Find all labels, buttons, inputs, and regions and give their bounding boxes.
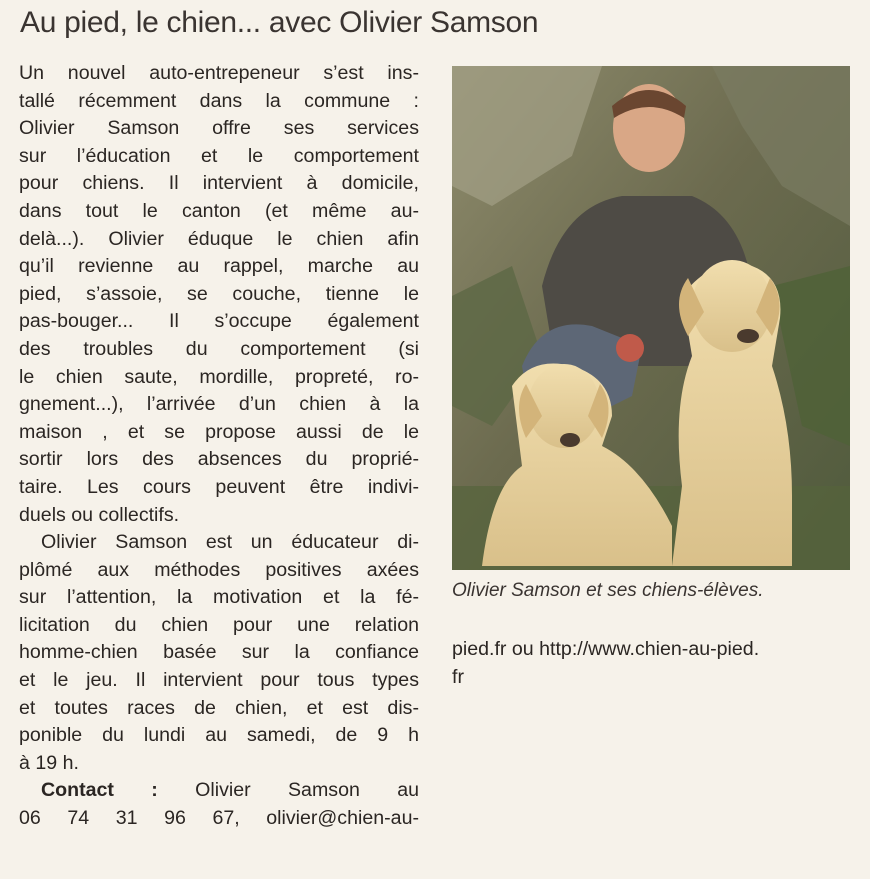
text-line: sortir lors des absences du proprié- xyxy=(19,448,419,471)
text-line: duels ou collectifs. xyxy=(19,503,180,526)
text-line: sur l’éducation et le comportement xyxy=(19,144,419,167)
text-line: pas-bouger... Il s’occupe également xyxy=(19,310,419,333)
text-line: gnement...), l’arrivée d’un chien à la xyxy=(19,393,419,416)
text-line: et toutes races de chien, et est dis- xyxy=(19,696,419,719)
contact-phone-email: 06 74 31 96 67, olivier@chien-au- xyxy=(19,807,419,830)
text-line: qu’il revienne au rappel, marche au xyxy=(19,255,419,278)
text-line: Olivier Samson offre ses services xyxy=(19,117,419,140)
text-line: tallé récemment dans la commune : xyxy=(19,89,419,112)
text-line: licitation du chien pour une relation xyxy=(19,613,419,636)
contact-website-line: pied.fr ou http://www.chien-au-pied. xyxy=(452,638,760,660)
article-body-left-column xyxy=(19,60,419,833)
paragraph-intro xyxy=(19,60,419,529)
article-photo xyxy=(452,66,850,570)
text-line: pour chiens. Il intervient à domicile, xyxy=(19,172,419,195)
text-line: homme-chien basée sur la confiance xyxy=(19,641,419,664)
paragraph-qualifications xyxy=(19,529,419,777)
photo-caption: Olivier Samson et ses chiens-élèves. xyxy=(452,580,764,601)
text-line: dans tout le canton (et même au- xyxy=(19,199,419,222)
contact-line xyxy=(19,777,419,805)
contact-name: Olivier Samson au xyxy=(195,779,419,802)
text-line: sur l’attention, la motivation et la fé- xyxy=(19,586,419,609)
text-line: maison , et se propose aussi de le xyxy=(19,420,419,443)
text-line: delà...). Olivier éduque le chien afin xyxy=(19,227,419,250)
text-line: pied, s’assoie, se couche, tienne le xyxy=(19,282,419,305)
photo-man-with-two-labradors xyxy=(452,66,850,570)
text-line: à 19 h. xyxy=(19,751,79,774)
text-line: le chien saute, mordille, propreté, ro- xyxy=(19,365,419,388)
text-line: Olivier Samson est un éducateur di- xyxy=(41,531,419,554)
text-line: plômé aux méthodes positives axées xyxy=(19,558,419,581)
text-line: ponible du lundi au samedi, de 9 h xyxy=(19,724,419,747)
contact-website-line: fr xyxy=(452,665,464,688)
text-line: taire. Les cours peuvent être indivi- xyxy=(19,475,419,498)
text-line: des troubles du comportement (si xyxy=(19,337,419,360)
contact-label: Contact : xyxy=(41,779,158,802)
article-body-right-column xyxy=(452,636,850,691)
text-line: Un nouvel auto-entrepeneur s’est ins- xyxy=(19,62,419,84)
text-line: et le jeu. Il intervient pour tous types xyxy=(19,669,419,692)
article-headline: Au pied, le chien... avec Olivier Samson xyxy=(20,6,539,39)
paragraph-contact xyxy=(19,777,419,832)
